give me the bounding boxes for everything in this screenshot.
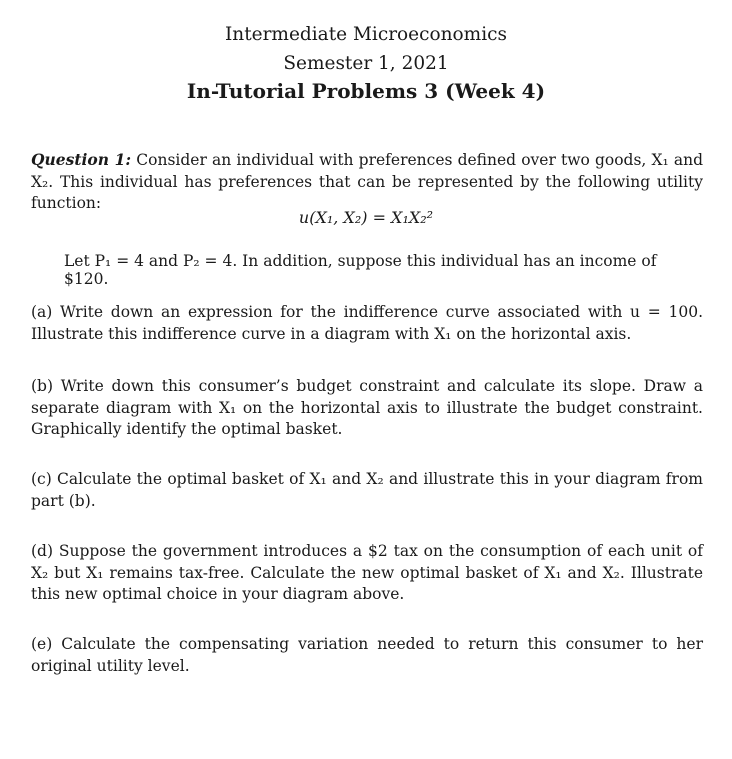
- question-1-intro: [31, 149, 703, 215]
- page-title: In-Tutorial Problems 3 (Week 4): [186, 79, 546, 103]
- prices-income-text: Let P₁ = 4 and P₂ = 4. In addition, suppose this individual has an income of $120.: [64, 252, 657, 288]
- part-c-text: (c) Calculate the optimal basket of X₁ and X₂ and illustrate this in your diagram from part (b).: [31, 470, 703, 510]
- question-1-text: Consider an individual with preferences defined over two goods, X₁ and X₂. This individual has preferences that can be represented by the following utility function:: [31, 151, 703, 212]
- course-title: Intermediate Microeconomics: [224, 24, 507, 45]
- part-e-text: (e) Calculate the compensating variation needed to return this consumer to her original utility level.: [31, 635, 703, 675]
- question-1-label: Question 1:: [31, 150, 132, 169]
- semester-label: Semester 1, 2021: [283, 53, 449, 74]
- part-d-text: (d) Suppose the government introduces a $2 tax on the consumption of each unit of X₂ but X₁ remains tax-free. Calculate the new optimal basket of X₁ and X₂. Illustrate this new optimal choice in your diagram above.: [31, 542, 703, 603]
- utility-equation: u(X₁, X₂) = X₁X₂²: [298, 208, 434, 227]
- part-a-text: (a) Write down an expression for the indifference curve associated with u = 100. Illustrate this indifference curve in a diagram with X₁ on the horizontal axis.: [31, 303, 703, 343]
- part-b-text: (b) Write down this consumer’s budget constraint and calculate its slope. Draw a separate diagram with X₁ on the horizontal axis to illustrate the budget constraint. Graphically identify the optimal basket.: [31, 377, 703, 438]
